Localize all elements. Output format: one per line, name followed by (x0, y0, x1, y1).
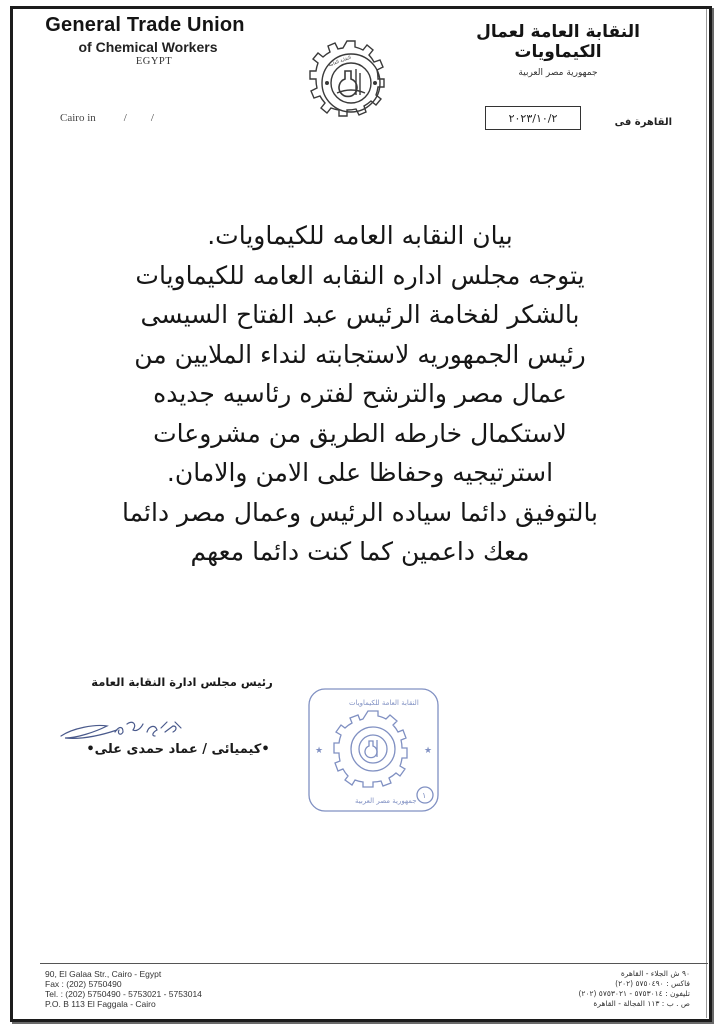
footer-contact-en (45, 969, 202, 1009)
letterhead-arabic (438, 22, 678, 78)
svg-text:★: ★ (424, 746, 433, 756)
handwritten-signature (55, 710, 195, 746)
date-slash: / (150, 112, 154, 124)
footer-divider (40, 963, 708, 964)
statement-line: رئيس الجمهوريه لاستجابته لنداء الملايين من (134, 339, 586, 369)
footer-address-ar: ٩٠ ش الجلاء - القاهرة (620, 969, 690, 978)
footer-address-en: 90, El Galaa Str., Cairo - Egypt (45, 969, 162, 979)
footer-tel-en: Tel. : (202) 5750490 - 5753021 - 5753014 (45, 989, 202, 999)
footer-tel-ar: تليفون : ٥٧٥٣٠١٤ - ٥٧٥٣٠٢١ (٢٠٢) (578, 989, 690, 998)
statement-line: عمال مصر والترشح لفتره رئاسيه جديده (153, 379, 567, 408)
signatory-title: رئيس مجلس ادارة النقابة العامة (91, 675, 273, 689)
footer-fax-ar: فاكس : ٥٧٥٠٤٩٠ (٢٠٢) (615, 979, 690, 988)
date-box: ٢٠٢٣/١٠/٢ (485, 106, 581, 130)
statement-title: بيان النقابه العامه للكيماويات. (207, 221, 513, 250)
org-subtitle-en: of Chemical Workers (78, 39, 218, 55)
union-logo-icon (306, 38, 396, 128)
svg-text:النقابة العامة: النقابة العامة (328, 55, 353, 69)
date-label-ar: القاهرة فى (614, 117, 672, 128)
stamp-outer-text: النقابة العامة للكيماويات (349, 699, 419, 707)
official-stamp-icon (305, 683, 442, 816)
footer-contact-ar (450, 969, 690, 1009)
footer-fax-en: Fax : (202) 5750490 (45, 979, 122, 989)
signatory-name: •كيميائى / عماد حمدى على• (86, 742, 270, 757)
org-name-ar: النقابة العامة لعمال الكيماويات (476, 22, 640, 62)
statement-line: بالتوفيق دائما سياده الرئيس وعمال مصر دائما (121, 497, 599, 527)
svg-text:★: ★ (315, 746, 324, 756)
letterhead-english (30, 14, 260, 67)
date-field-en (60, 112, 154, 124)
footer-pobox-ar: ص . ب : ١١٣ الفجالة - القاهرة (593, 999, 690, 1008)
date-label-en: Cairo in (60, 112, 96, 124)
footer-pobox-en: P.O. B 113 El Faggala - Cairo (45, 999, 156, 1009)
statement-line: يتوجه مجلس اداره النقابه العامه للكيماويات (135, 260, 585, 290)
date-slash: / (123, 112, 127, 124)
org-name-en: General Trade Union (45, 14, 245, 36)
stamp-bottom-text: جمهورية مصر العربية (355, 797, 417, 805)
statement-line: بالشكر لفخامة الرئيس عبد الفتاح السيسى (140, 300, 580, 329)
statement-body (40, 216, 680, 572)
org-country-en: EGYPT (135, 56, 173, 67)
stamp-number: ١ (422, 791, 427, 800)
statement-line: معك داعمين كما كنت دائما معهم (190, 537, 530, 566)
org-country-ar: جمهورية مصر العربية (518, 68, 598, 78)
statement-line: استرتيجيه وحفاظا على الامن والامان. (166, 458, 554, 487)
statement-line: لاستكمال خارطه الطريق من مشروعات (153, 418, 567, 448)
